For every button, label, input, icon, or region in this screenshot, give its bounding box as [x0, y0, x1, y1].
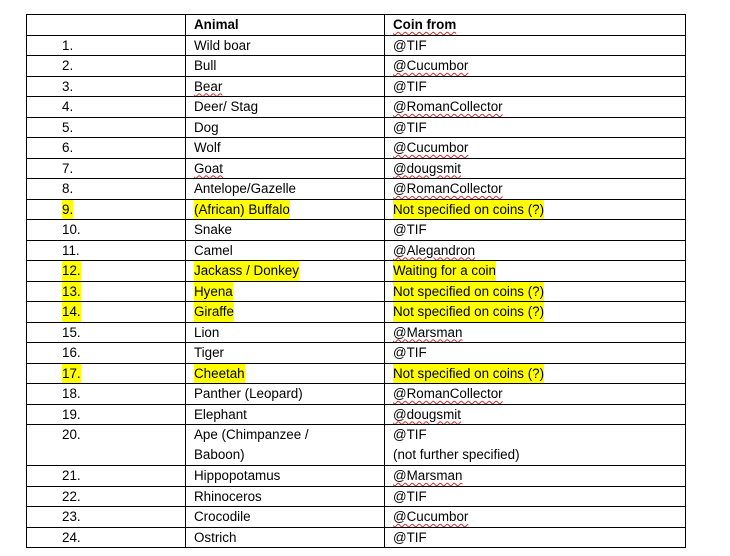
row-coin: @TIF	[385, 486, 686, 507]
row-number: 23.	[27, 507, 186, 528]
row-animal: Lion	[186, 322, 385, 343]
row-coin: @RomanCollector	[385, 97, 686, 118]
row-number: 22.	[27, 486, 186, 507]
row-number: 8.	[27, 179, 186, 200]
row-coin: @Marsman	[385, 322, 686, 343]
header-number	[27, 15, 186, 36]
table-row	[27, 486, 686, 507]
row-animal: Goat	[186, 158, 385, 179]
table-row	[27, 179, 686, 200]
animal-line-2: Baboon)	[194, 446, 245, 462]
table-row	[27, 117, 686, 138]
coin-line-1: @TIF	[393, 427, 427, 442]
row-coin: @RomanCollector	[385, 179, 686, 200]
row-coin: @TIF	[385, 117, 686, 138]
table-row	[27, 322, 686, 343]
table-row	[27, 302, 686, 323]
row-coin: @TIF	[385, 220, 686, 241]
table-row	[27, 76, 686, 97]
row-coin: @Cucumbor	[385, 138, 686, 159]
row-coin: @TIF	[385, 76, 686, 97]
table-row	[27, 527, 686, 548]
row-number: 18.	[27, 384, 186, 405]
row-animal: Antelope/Gazelle	[186, 179, 385, 200]
table-row	[27, 240, 686, 261]
table-row	[27, 343, 686, 364]
row-number: 3.	[27, 76, 186, 97]
row-animal: Giraffe	[186, 302, 385, 323]
row-coin: @dougsmit	[385, 404, 686, 425]
row-number: 14.	[27, 302, 186, 323]
row-number: 7.	[27, 158, 186, 179]
row-animal: Snake	[186, 220, 385, 241]
row-number: 5.	[27, 117, 186, 138]
row-coin: Waiting for a coin	[385, 261, 686, 282]
row-coin: @RomanCollector	[385, 384, 686, 405]
row-animal: Wolf	[186, 138, 385, 159]
row-animal: Hippopotamus	[186, 466, 385, 487]
row-number: 9.	[27, 199, 186, 220]
table-row	[27, 363, 686, 384]
row-animal: Crocodile	[186, 507, 385, 528]
row-number: 13.	[27, 281, 186, 302]
table-row	[27, 384, 686, 405]
row-coin: @Cucumbor	[385, 56, 686, 77]
table-header-row	[27, 15, 686, 36]
row-animal: Cheetah	[186, 363, 385, 384]
row-coin: Not specified on coins (?)	[385, 302, 686, 323]
table-row	[27, 199, 686, 220]
row-animal: Camel	[186, 240, 385, 261]
row-coin: @TIF	[385, 35, 686, 56]
table-row	[27, 261, 686, 282]
row-coin: Not specified on coins (?)	[385, 281, 686, 302]
table-row	[27, 97, 686, 118]
row-animal: Elephant	[186, 404, 385, 425]
row-number: 2.	[27, 56, 186, 77]
row-number: 19.	[27, 404, 186, 425]
row-coin: @TIF	[385, 343, 686, 364]
row-animal: Bull	[186, 56, 385, 77]
row-animal: Panther (Leopard)	[186, 384, 385, 405]
row-coin: @Alegandron	[385, 240, 686, 261]
animal-line-1: Ape (Chimpanzee /	[194, 427, 309, 442]
row-coin: @TIF	[385, 527, 686, 548]
row-number: 17.	[27, 363, 186, 384]
row-number: 6.	[27, 138, 186, 159]
header-animal: Animal	[186, 15, 385, 36]
table-row	[27, 466, 686, 487]
row-animal: Rhinoceros	[186, 486, 385, 507]
row-number: 15.	[27, 322, 186, 343]
row-number: 10.	[27, 220, 186, 241]
header-coin: Coin from	[385, 15, 686, 36]
row-number: 1.	[27, 35, 186, 56]
table-row	[27, 425, 686, 466]
row-animal: (African) Buffalo	[186, 199, 385, 220]
row-number: 4.	[27, 97, 186, 118]
row-number: 20.	[27, 425, 186, 466]
table-row	[27, 35, 686, 56]
row-number: 12.	[27, 261, 186, 282]
row-animal: Ostrich	[186, 527, 385, 548]
table-row	[27, 138, 686, 159]
table-row	[27, 507, 686, 528]
row-number: 21.	[27, 466, 186, 487]
row-animal: Dog	[186, 117, 385, 138]
table-row	[27, 158, 686, 179]
row-coin: Not specified on coins (?)	[385, 199, 686, 220]
row-number: 16.	[27, 343, 186, 364]
row-coin: @dougsmit	[385, 158, 686, 179]
table-row	[27, 281, 686, 302]
row-coin: @Cucumbor	[385, 507, 686, 528]
animal-coin-table	[26, 14, 686, 548]
row-coin	[385, 425, 686, 466]
table-row	[27, 404, 686, 425]
row-number: 11.	[27, 240, 186, 261]
row-animal: Bear	[186, 76, 385, 97]
row-animal: Tiger	[186, 343, 385, 364]
row-animal: Deer/ Stag	[186, 97, 385, 118]
coin-line-2: (not further specified)	[393, 446, 520, 462]
row-animal: Jackass / Donkey	[186, 261, 385, 282]
row-animal: Wild boar	[186, 35, 385, 56]
table-row	[27, 220, 686, 241]
table-row	[27, 56, 686, 77]
row-number: 24.	[27, 527, 186, 548]
row-animal	[186, 425, 385, 466]
row-coin: @Marsman	[385, 466, 686, 487]
row-animal: Hyena	[186, 281, 385, 302]
row-coin: Not specified on coins (?)	[385, 363, 686, 384]
